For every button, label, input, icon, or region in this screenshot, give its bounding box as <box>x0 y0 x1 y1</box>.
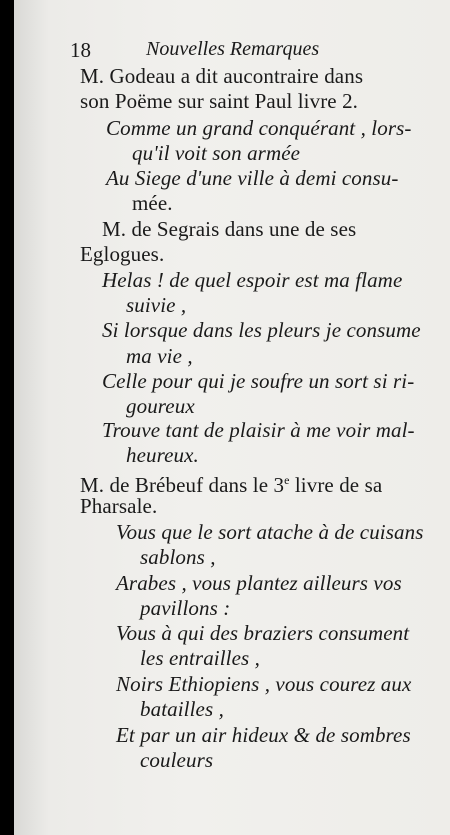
text-line-part: M. de Brébeuf dans le 3 <box>80 473 285 497</box>
text-line: M. Godeau a dit aucontraire dans <box>80 64 364 88</box>
verse-line: sablons , <box>140 545 216 569</box>
text-line: Pharsale. <box>80 494 158 518</box>
verse-line: Celle pour qui je soufre un sort si ri- <box>102 369 415 393</box>
verse-line: Vous à qui des braziers consument <box>116 621 410 645</box>
verse-line: heureux. <box>126 443 199 467</box>
text-line: M. de Segrais dans une de ses <box>102 217 357 241</box>
verse-line: Si lorsque dans les pleurs je consume <box>102 318 421 342</box>
verse-line: Arabes , vous plantez ailleurs vos <box>116 571 402 595</box>
verse-line: Vous que le sort atache à de cuisans <box>116 520 424 544</box>
verse-line: suivie , <box>126 293 187 317</box>
text-line: Eglogues. <box>80 242 165 266</box>
verse-line: Au Siege d'une ville à demi consu- <box>106 166 399 190</box>
text-line-part: livre de sa <box>289 473 383 497</box>
running-title: Nouvelles Remarques <box>146 38 320 60</box>
verse-line: Et par un air hideux & de sombres <box>116 723 411 747</box>
text-line: son Poëme sur saint Paul livre 2. <box>80 89 359 113</box>
verse-line: Comme un grand conquérant , lors- <box>106 116 412 140</box>
text-line <box>80 468 382 497</box>
verse-line: pavillons : <box>140 596 231 620</box>
verse-line: batailles , <box>140 697 224 721</box>
verse-line: qu'il voit son armée <box>132 141 301 165</box>
page-number: 18 <box>70 38 91 62</box>
verse-line: couleurs <box>140 748 214 772</box>
verse-line: Noirs Ethiopiens , vous courez aux <box>116 672 412 696</box>
book-page <box>14 0 450 835</box>
verse-line: Trouve tant de plaisir à me voir mal- <box>102 418 415 442</box>
verse-line: Helas ! de quel espoir est ma flame <box>102 268 403 292</box>
verse-line: mée. <box>132 191 173 215</box>
verse-line: goureux <box>126 394 195 418</box>
superscript: e <box>284 473 290 487</box>
verse-line: les entrailles , <box>140 646 261 670</box>
verse-line: ma vie , <box>126 344 193 368</box>
